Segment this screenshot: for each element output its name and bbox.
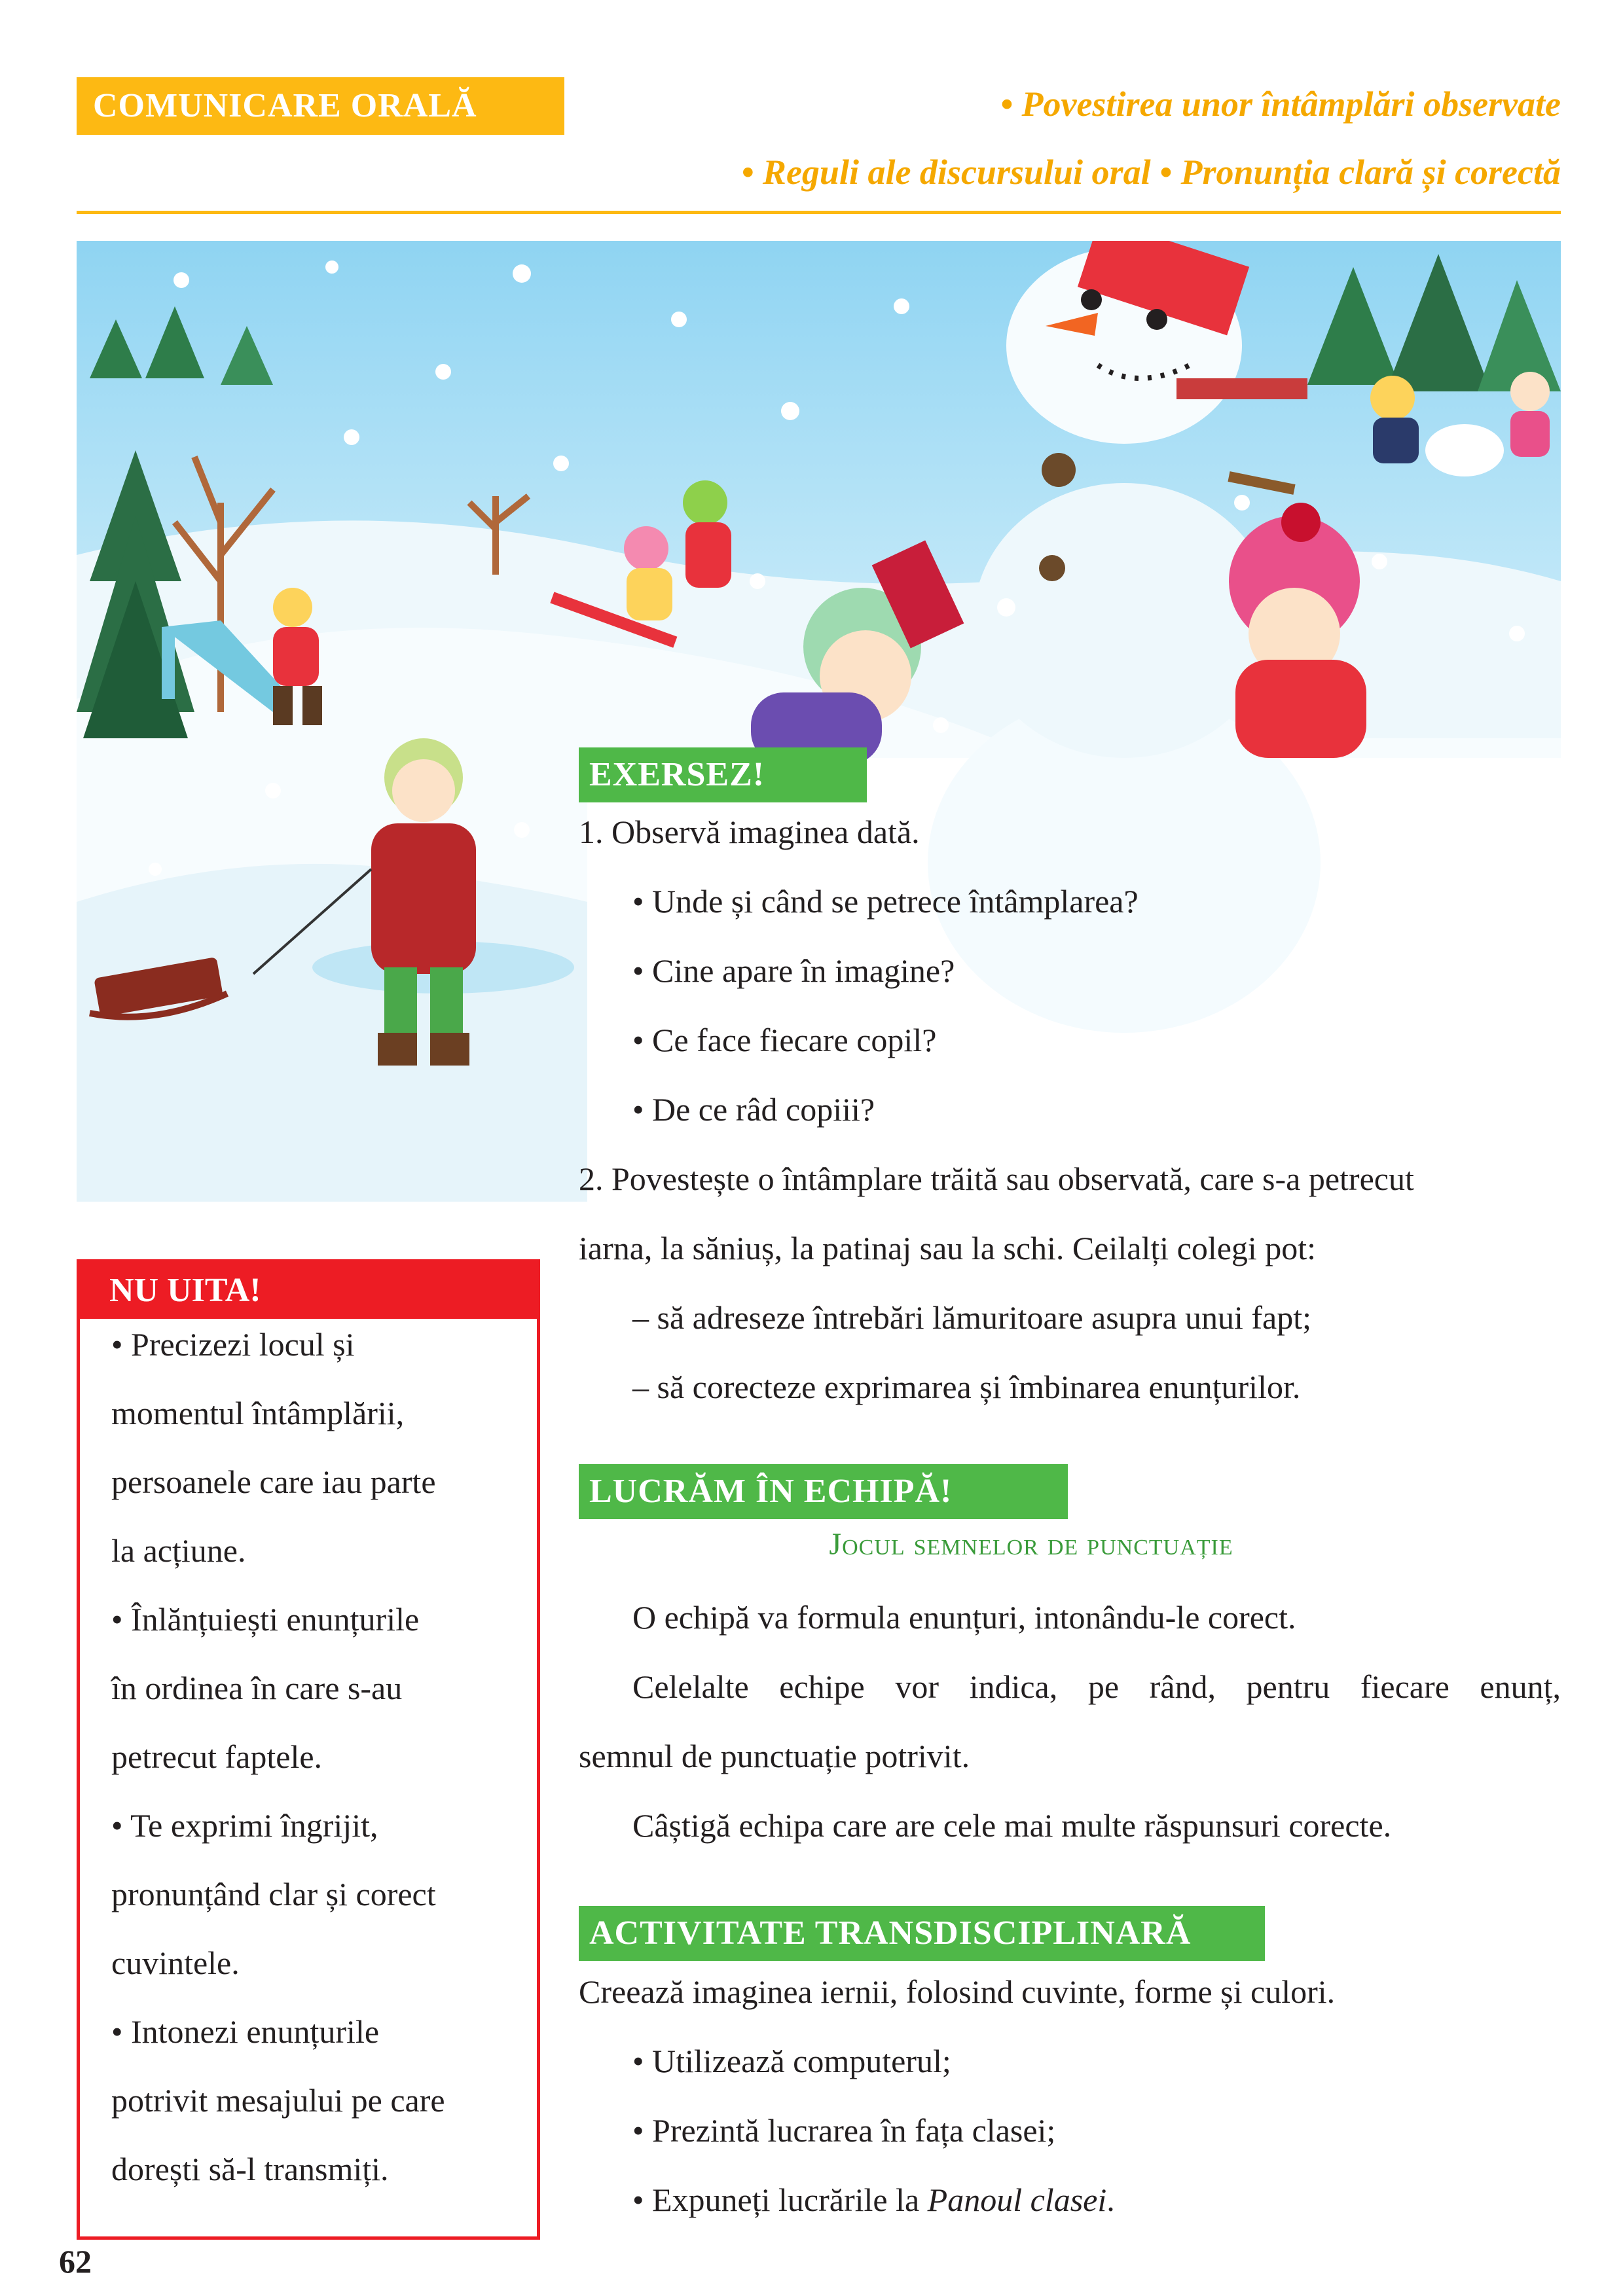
exercise-1-item: • De ce râd copiii? (632, 1091, 875, 1128)
nu-uita-title: NU UITA! (80, 1263, 537, 1319)
panoul-clasei-text: Panoul clasei (927, 2181, 1107, 2218)
activitate-last-prefix: • Expuneți lucrările la (632, 2181, 928, 2218)
activitate-last-suffix: . (1106, 2181, 1115, 2218)
topic-line-1: • Povestirea unor întâmplări observate (1000, 84, 1561, 124)
nu-uita-line: dorești să-l transmiți. (111, 2151, 389, 2187)
nu-uita-line: petrecut faptele. (111, 1738, 323, 1775)
echipa-badge: LUCRĂM ÎN ECHIPĂ! (579, 1464, 1068, 1519)
page-number: 62 (59, 2243, 92, 2280)
nu-uita-line: în ordinea în care s-au (111, 1670, 403, 1706)
echipa-line: semnul de punctuație potrivit. (579, 1738, 970, 1774)
activitate-item: • Utilizează computerul; (632, 2043, 951, 2079)
nu-uita-line: • Înlănțuiești enunțurile (111, 1601, 420, 1638)
exercise-1-item: • Ce face fiecare copil? (632, 1022, 937, 1058)
exercise-1-item: • Unde și când se petrece întâmplarea? (632, 883, 1139, 920)
exercise-2-item: – să corecteze exprimarea și îmbinarea enunțurilor. (632, 1369, 1301, 1405)
activitate-item: • Prezintă lucrarea în fața clasei; (632, 2112, 1056, 2149)
nu-uita-line: persoanele care iau parte (111, 1463, 436, 1500)
activitate-badge: ACTIVITATE TRANSDISCIPLINARĂ (579, 1906, 1265, 1961)
nu-uita-line: cuvintele. (111, 1945, 240, 1981)
activitate-intro: Creează imaginea iernii, folosind cuvinte, forme și culori. (579, 1973, 1336, 2010)
nu-uita-box (77, 1259, 540, 2240)
nu-uita-line: • Intonezi enunțurile (111, 2013, 380, 2050)
activitate-item-last (632, 2165, 1115, 2234)
nu-uita-line: • Te exprimi îngrijit, (111, 1807, 378, 1844)
game-title: Jocul semnelor de punctuație (829, 1527, 1233, 1562)
topic-line-2: • Reguli ale discursului oral • Pronunția clară și corectă (741, 152, 1561, 192)
exercise-2-text: iarna, la săniuș, la patinaj sau la schi. Ceilalți colegi pot: (579, 1230, 1317, 1266)
exercise-1-item: • Cine apare în imagine? (632, 952, 955, 989)
exercise-2-text: 2. Povestește o întâmplare trăită sau observată, care s-a petrecut (579, 1160, 1414, 1197)
exersez-badge: EXERSEZ! (579, 747, 867, 802)
echipa-line: Celelalte echipe vor indica, pe rând, pentru fiecare enunț, (632, 1668, 1561, 1705)
header-divider (77, 211, 1561, 214)
section-badge: COMUNICARE ORALĂ (77, 77, 564, 135)
echipa-line: O echipă va formula enunțuri, intonându-le corect. (632, 1599, 1296, 1636)
exercise-1-text: 1. Observă imaginea dată. (579, 814, 920, 850)
nu-uita-line: • Precizezi locul și (111, 1326, 355, 1363)
echipa-line: Câștigă echipa care are cele mai multe răspunsuri corecte. (632, 1807, 1392, 1844)
nu-uita-line: la acțiune. (111, 1532, 246, 1569)
exercise-2-item: – să adreseze întrebări lămuritoare asupra unui fapt; (632, 1299, 1312, 1336)
nu-uita-line: pronunțând clar și corect (111, 1876, 436, 1912)
nu-uita-line: momentul întâmplării, (111, 1395, 405, 1431)
nu-uita-line: potrivit mesajului pe care (111, 2082, 445, 2119)
